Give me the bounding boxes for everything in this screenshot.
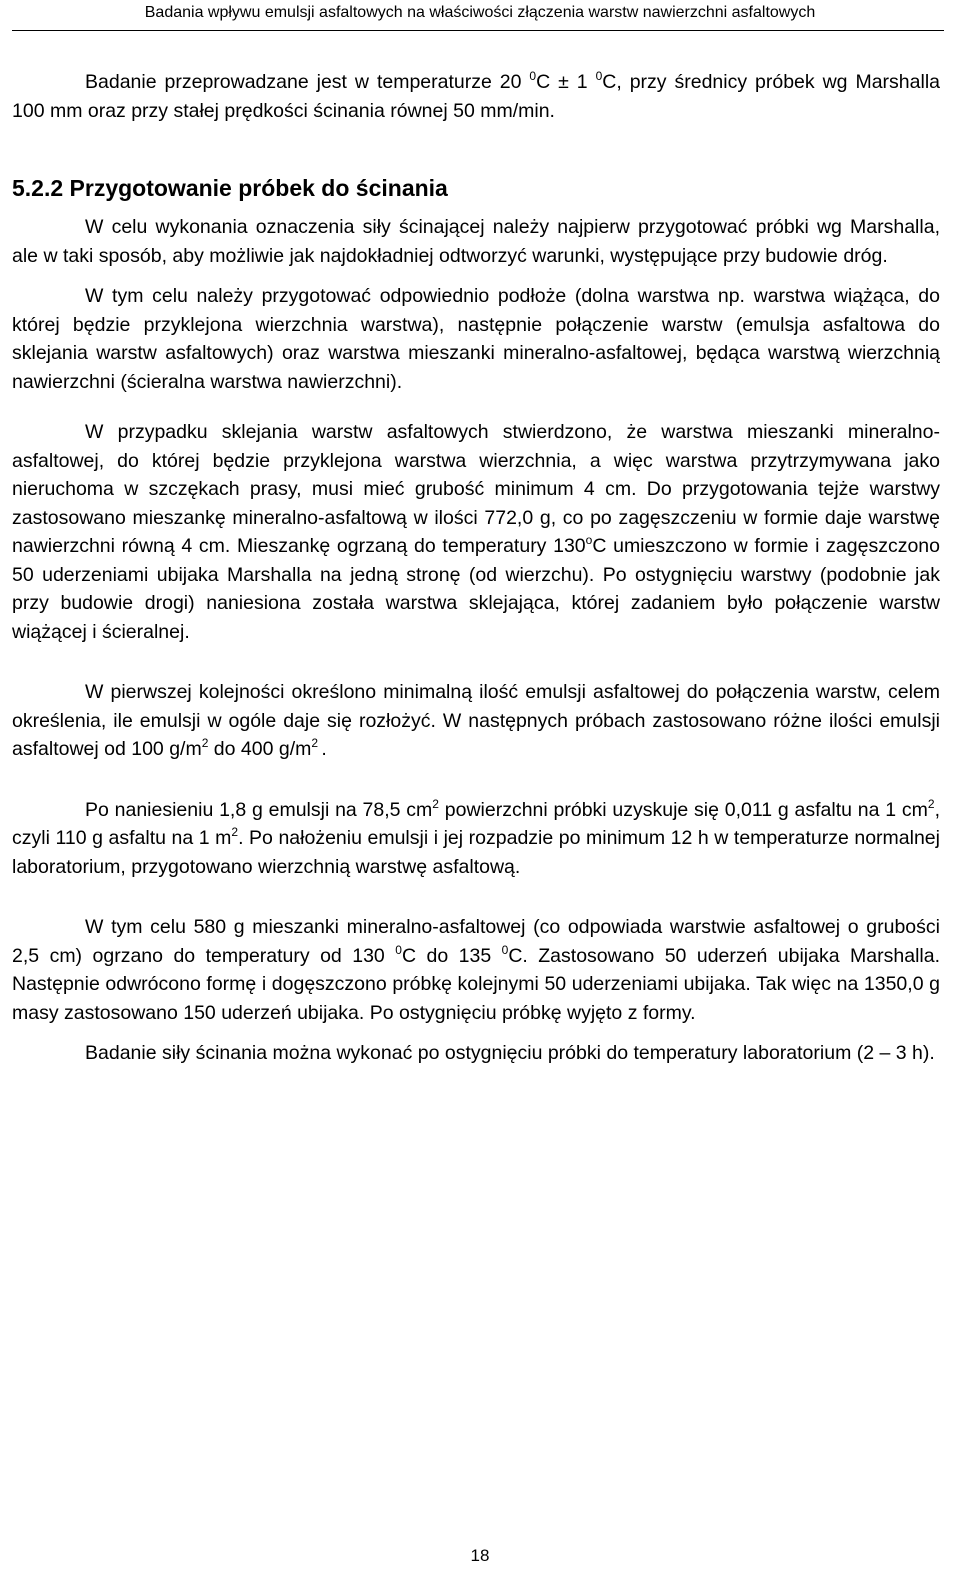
intro-paragraph: Badanie przeprowadzane jest w temperaturze 20 $^0$C ± 1 $^0$C, przy średnicy próbek wg Marshalla 100 mm oraz przy stałej prędkości ścinania równej 50 mm/min.: [12, 69, 940, 122]
header-rule: [12, 30, 944, 31]
page-number: 18: [470, 1546, 490, 1565]
paragraph-7: Badanie siły ścinania można wykonać po ostygnięciu próbki do temperatury laboratorium (2 – 3 h).: [85, 1042, 935, 1064]
paragraph-4: W pierwszej kolejności określono minimalną ilość emulsji asfaltowej do połączenia warstw, celem określenia, ile emulsji w ogóle daje się rozłożyć. W następnych próbach zastosowano różne ilości emulsji asfaltowej od 100 $g/m^2$ do 400 $g/m^2$ .: [12, 681, 940, 760]
paragraph-3: W przypadku sklejania warstw asfaltowych stwierdzono, że warstwa mieszanki mineralno-asfaltowej, do której będzie przyklejona warstwa wierzchnia, a więc warstwa przytrzymywana jako nieruchoma w szczękach prasy, musi mieć grubość minimum 4 cm. Do przygotowania tejże warstwy zastosowano mieszankę mineralno-asfaltową w ilości 772,0 g, co po zagęszczeniu w formie daje warstwę nawierzchni równą 4 cm. Mieszankę ogrzaną do temperatury 130$^o$C umieszczono w formie i zagęszczono 50 uderzeniami ubijaka Marshalla na jedną stronę (od wierzchu). Po ostygnięciu warstwy (podobnie jak przy budowie drogi) naniesiona została warstwa sklejająca, której zadaniem było połączenie warstw wiążącej i ścieralnej.: [12, 421, 940, 643]
page-body: [12, 68, 940, 1068]
paragraph-6: W tym celu 580 g mieszanki mineralno-asfaltowej (co odpowiada warstwie asfaltowej o grubości 2,5 cm) ogrzano do temperatury od 130 $^0$C do 135 $^0$C. Zastosowano 50 uderzeń ubijaka Marshalla. Następnie odwrócono formę i dogęszczono próbkę kolejnymi 50 uderzeniami ubijaka. Tak więc na 1350,0 g masy zastosowano 150 uderzeń ubijaka. Po ostygnięciu próbkę wyjęto z formy.: [12, 916, 940, 1024]
running-header: Badania wpływu emulsji asfaltowych na właściwości złączenia warstw nawierzchni asfaltowych: [144, 4, 816, 21]
paragraph-2: W tym celu należy przygotować odpowiednio podłoże (dolna warstwa np. warstwa wiążąca, do której będzie przyklejona wierzchnia warstwa), następnie połączenie warstw (emulsja asfaltowa do sklejania warstw asfaltowych) oraz warstwa mieszanki mineralno-asfaltowej, będąca warstwą wierzchnią nawierzchni (ścieralna warstwa nawierzchni).: [12, 285, 940, 393]
section-heading: 5.2.2 Przygotowanie próbek do ścinania: [12, 175, 448, 201]
paragraph-1: W celu wykonania oznaczenia siły ścinającej należy najpierw przygotować próbki wg Marshalla, ale w taki sposób, aby możliwie jak najdokładniej odtworzyć warunki, występujące przy budowie dróg.: [12, 216, 940, 267]
paragraph-5: Po naniesieniu 1,8 g emulsji na 78,5 $cm^2$ powierzchni próbki uzyskuje się 0,011 g asfaltu na 1 $cm^2$, czyli 110 g asfaltu na 1 $m^2$. Po nałożeniu emulsji i jej rozpadzie po minimum 12 h w temperaturze normalnej laboratorium, przygotowano wierzchnią warstwę asfaltową.: [12, 796, 940, 878]
